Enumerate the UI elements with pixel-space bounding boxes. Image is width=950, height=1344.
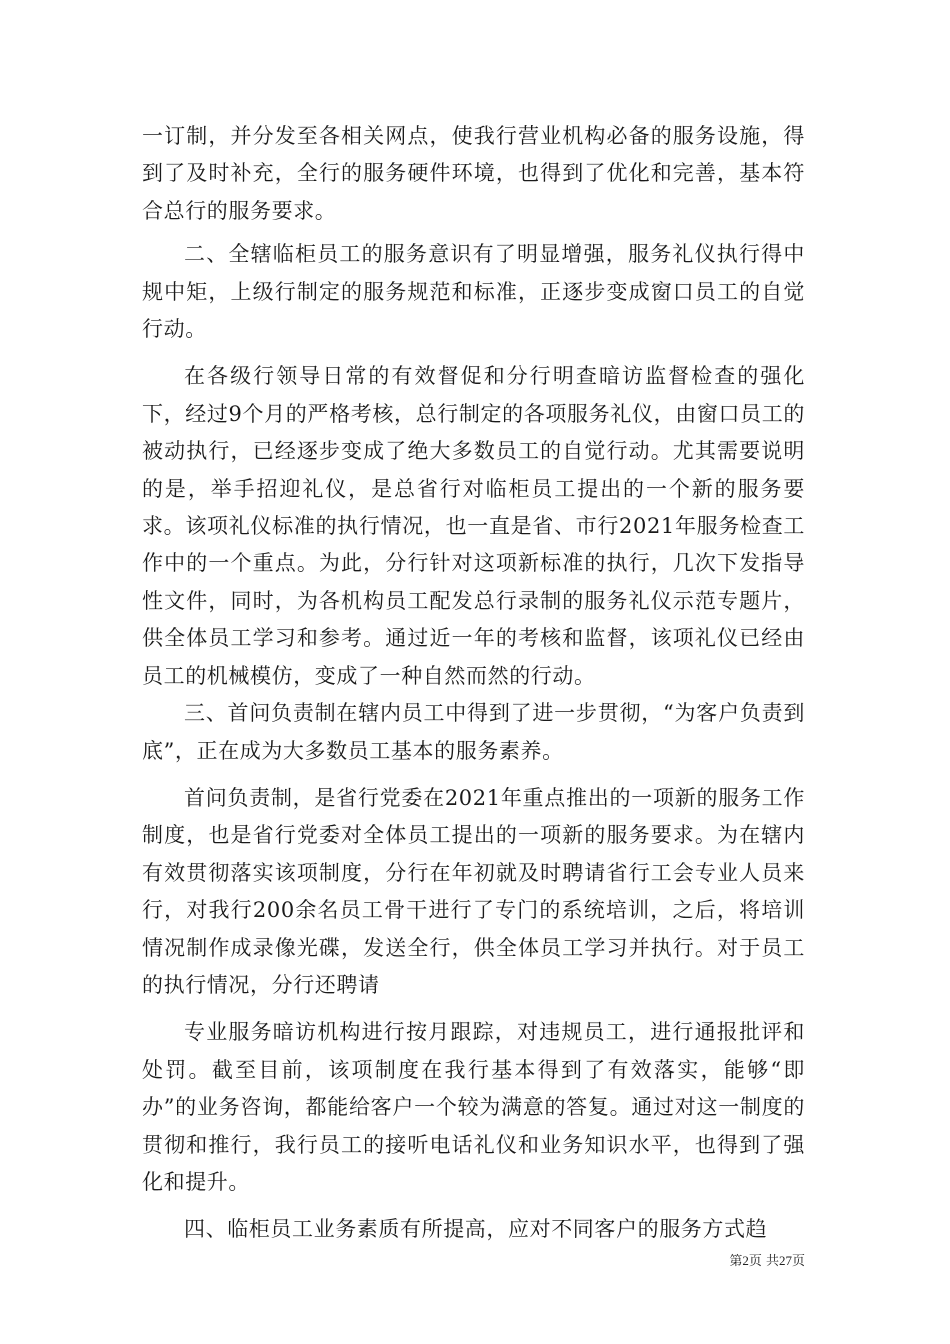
paragraph-4: 三、首问负责制在辖内员工中得到了进一步贯彻，“为客户负责到底”，正在成为大多数员工基本的服务素养。 — [142, 701, 805, 763]
paragraph-2: 二、全辖临柜员工的服务意识有了明显增强，服务礼仪执行得中规中矩，上级行制定的服务规范和标准，正逐步变成窗口员工的自觉行动。 — [142, 242, 805, 342]
paragraph-1: 一订制，并分发至各相关网点，使我行营业机构必备的服务设施，得到了及时补充，全行的服务硬件环境，也得到了优化和完善，基本符合总行的服务要求。 — [142, 124, 805, 223]
paragraph-7: 四、临柜员工业务素质有所提高，应对不同客户的服务方式趋 — [184, 1217, 768, 1242]
footer-current-page: 2 — [742, 1253, 749, 1268]
footer-middle: 页 共 — [748, 1254, 779, 1269]
page-footer — [600, 1250, 805, 1269]
paragraph-5: 首问负责制，是省行党委在2021年重点推出的一项新的服务工作制度，也是省行党委对全体员工提出的一项新的服务要求。为在辖内有效贯彻落实该项制度，分行在年初就及时聘请省行工会专业人员来行，对我行200余名员工骨干进行了专门的系统培训，之后，将培训情况制作成录像光碟，发送全行，供全体员工学习并执行。对于员工的执行情况，分行还聘请 — [142, 785, 805, 997]
footer-suffix: 页 — [791, 1254, 805, 1269]
footer-prefix: 第 — [729, 1254, 743, 1269]
footer-total-pages: 27 — [778, 1253, 792, 1268]
paragraph-6: 专业服务暗访机构进行按月跟踪，对违规员工，进行通报批评和处罚。截至目前，该项制度在我行基本得到了有效落实，能够“即办”的业务咨询，都能给客户一个较为满意的答复。通过对这一制度的贯彻和推行，我行员工的接听电话礼仪和业务知识水平，也得到了强化和提升。 — [142, 1020, 805, 1194]
document-body — [142, 118, 805, 1249]
paragraph-3: 在各级行领导日常的有效督促和分行明查暗访监督检查的强化下，经过9个月的严格考核，总行制定的各项服务礼仪，由窗口员工的被动执行，已经逐步变成了绝大多数员工的自觉行动。尤其需要说明的是，举手招迎礼仪，是总省行对临柜员工提出的一个新的服务要求。该项礼仪标准的执行情况，也一直是省、市行2021年服务检查工作中的一个重点。为此，分行针对这项新标准的执行，几次下发指导性文件，同时，为各机构员工配发总行录制的服务礼仪示范专题片，供全体员工学习和参考。通过近一年的考核和监督，该项礼仪已经由员工的机械模仿，变成了一种自然而然的行动。 — [142, 364, 805, 688]
